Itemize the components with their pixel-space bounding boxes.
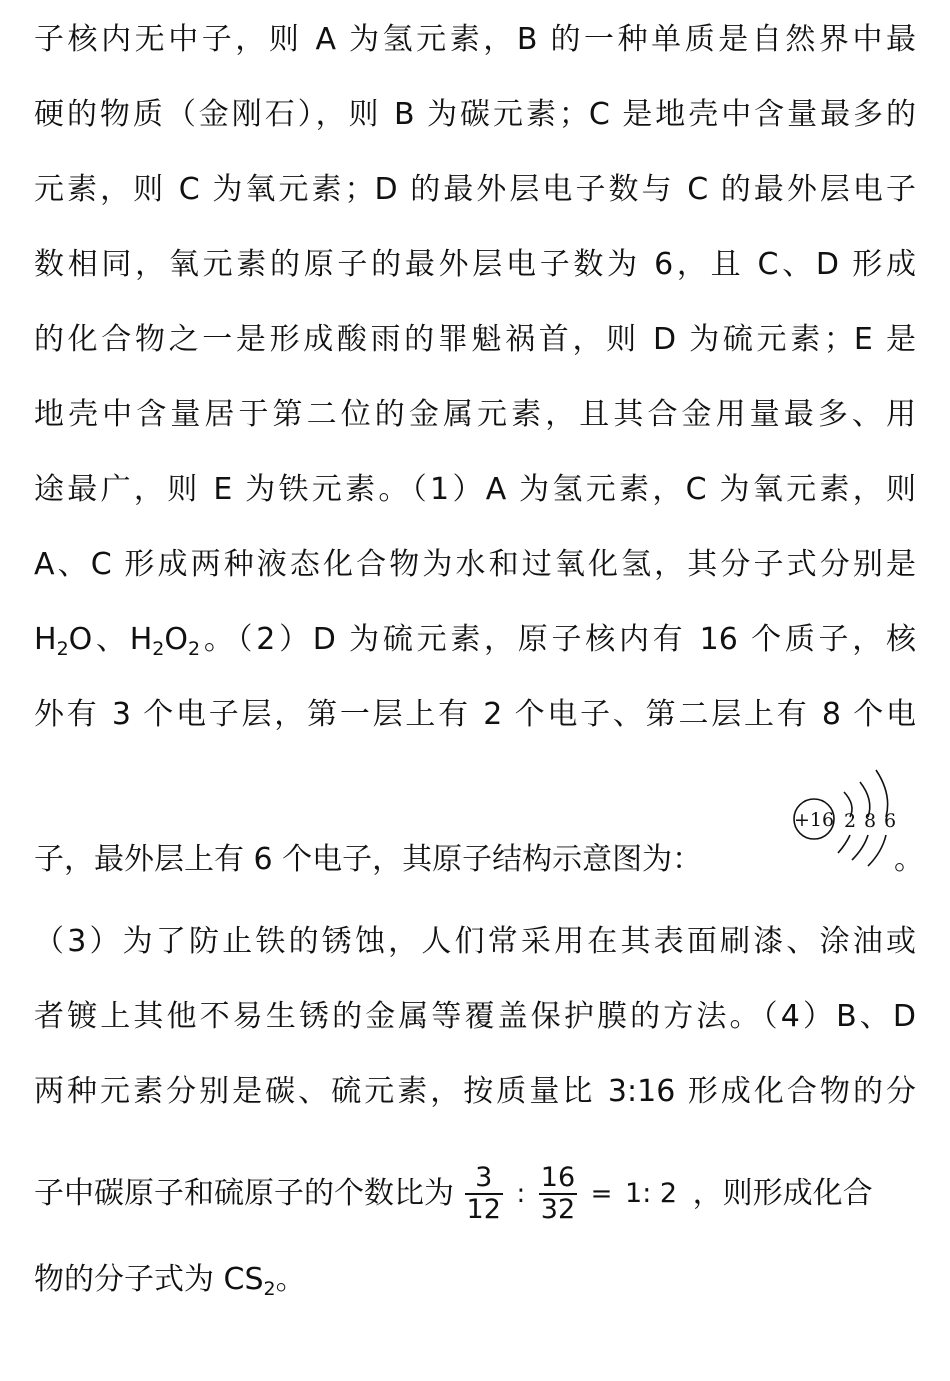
text-line-7: 途最广，则 E 为铁元素。（1）A 为氢元素，C 为氧元素，则 <box>34 472 916 507</box>
formula-cs2: 物的分子式为 CS <box>34 1262 264 1297</box>
subscript: 2 <box>188 638 201 660</box>
text-line-11-end: 。 <box>894 842 924 877</box>
nucleus-charge: +16 <box>793 809 835 831</box>
fraction-denominator: 32 <box>540 1194 576 1225</box>
text-line-15 <box>34 1162 916 1225</box>
shell-electrons-2: 8 <box>863 810 877 832</box>
text-line-9 <box>34 618 916 662</box>
text-segment: 子中碳原子和硫原子的个数比为 <box>34 1176 454 1211</box>
fraction-sulfur <box>539 1163 577 1225</box>
atom-structure-diagram <box>786 762 902 870</box>
text-line-5: 的化合物之一是形成酸雨的罪魁祸首，则 D 为硫元素；E 是 <box>34 322 916 357</box>
text-segment: 。（2）D 为硫元素，原子核内有 16 个质子，核 <box>200 622 916 657</box>
text-line-10: 外有 3 个电子层，第一层上有 2 个电子、第二层上有 8 个电 <box>34 697 916 732</box>
shell-arc-2-bottom <box>852 835 868 860</box>
formula-h2o-h: H <box>34 622 57 657</box>
sulfur-atom-svg <box>786 762 902 870</box>
subscript: 2 <box>152 638 165 660</box>
ratio-colon: : <box>516 1179 526 1209</box>
text-line-2: 硬的物质（金刚石），则 B 为碳元素；C 是地壳中含量最多的 <box>34 97 916 132</box>
subscript: 2 <box>263 1278 276 1300</box>
text-segment: 子，最外层上有 6 个电子，其原子结构示意图为： <box>34 842 703 877</box>
text-line-4: 数相同，氧元素的原子的最外层电子数为 6，且 C、D 形成 <box>34 247 916 282</box>
text-segment: 。 <box>275 1262 306 1297</box>
text-line-3: 元素，则 C 为氧元素；D 的最外层电子数与 C 的最外层电子 <box>34 172 916 207</box>
fraction-carbon <box>465 1163 503 1225</box>
text-line-1: 子核内无中子，则 A 为氢元素，B 的一种单质是自然界中最 <box>34 22 916 57</box>
fraction-numerator: 3 <box>465 1163 503 1195</box>
ratio-result: 1: 2 <box>625 1178 678 1209</box>
subscript: 2 <box>56 638 69 660</box>
text-line-12: （3）为了防止铁的锈蚀，人们常采用在其表面刷漆、涂油或 <box>34 924 916 959</box>
fraction-denominator: 12 <box>466 1194 501 1225</box>
text-line-11 <box>34 838 916 882</box>
shell-arc-1-bottom <box>838 835 850 853</box>
equals-sign: = <box>590 1179 613 1209</box>
shell-electrons-1: 2 <box>843 810 857 832</box>
text-line-14: 两种元素分别是碳、硫元素，按质量比 3:16 形成化合物的分 <box>34 1074 916 1109</box>
text-line-16 <box>34 1258 916 1302</box>
text-segment: ，则形成化合 <box>692 1176 873 1211</box>
text-line-13: 者镀上其他不易生锈的金属等覆盖保护膜的方法。（4）B、D <box>34 999 916 1034</box>
formula-h2o2-o: O <box>164 622 188 657</box>
text-line-6: 地壳中含量居于第二位的金属元素，且其合金用量最多、用 <box>34 397 916 432</box>
shell-electrons-3: 6 <box>883 810 897 832</box>
fraction-numerator: 16 <box>540 1162 576 1193</box>
text-line-8: A、C 形成两种液态化合物为水和过氧化氢，其分子式分别是 <box>34 547 916 582</box>
shell-arc-3-bottom <box>868 835 886 866</box>
formula-h2o2-part: O、H <box>68 622 153 657</box>
